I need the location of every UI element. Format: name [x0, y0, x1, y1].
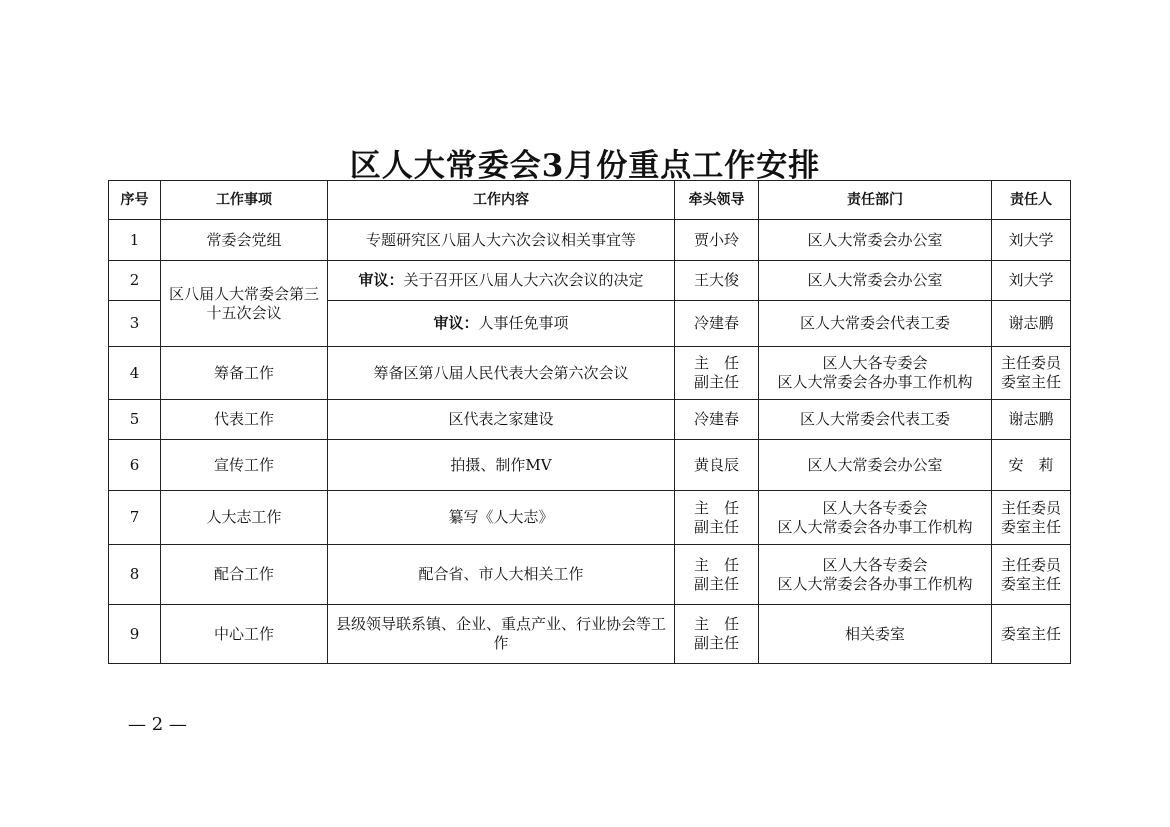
person-line: 委室主任 [1000, 517, 1061, 536]
lead-leader [675, 605, 759, 664]
work-item: 筹备工作 [161, 347, 328, 400]
work-item: 配合工作 [161, 545, 328, 605]
lead-leader: 冷建春 [675, 301, 759, 347]
leader-line: 主 任 [693, 498, 739, 517]
row-number: 5 [109, 400, 161, 440]
work-content: 拍摄、制作MV [328, 440, 675, 491]
responsible-department [759, 491, 992, 545]
responsible-department: 区人大常委会办公室 [759, 440, 992, 491]
page-number: — 2 — [128, 714, 187, 735]
work-content: 纂写《人大志》 [328, 491, 675, 545]
work-item: 宣传工作 [161, 440, 328, 491]
department-line: 区人大各专委会 [822, 498, 928, 517]
col-header-person: 责任人 [992, 181, 1071, 220]
leader-line: 副主任 [693, 634, 739, 652]
work-content: 配合省、市人大相关工作 [328, 545, 675, 605]
row-number: 1 [109, 220, 161, 261]
work-content [328, 301, 675, 347]
review-label: 审议： [433, 314, 479, 332]
work-content-text: 人事任免事项 [478, 314, 569, 332]
row-number: 9 [109, 605, 161, 664]
row-number: 2 [109, 261, 161, 301]
review-label: 审议： [358, 271, 404, 289]
person-line: 委室主任 [1000, 574, 1061, 593]
responsible-person: 谢志鹏 [992, 301, 1071, 347]
col-header-no: 序号 [109, 181, 161, 220]
work-content [328, 261, 675, 301]
responsible-department: 区人大常委会代表工委 [759, 301, 992, 347]
responsible-person: 委室主任 [992, 605, 1071, 664]
responsible-person [992, 347, 1071, 400]
department-line: 区人大各专委会 [822, 555, 928, 574]
department-line: 区人大常委会各办事工作机构 [777, 574, 973, 593]
responsible-person: 刘大学 [992, 220, 1071, 261]
col-header-content: 工作内容 [328, 181, 675, 220]
row-number: 3 [109, 301, 161, 347]
work-content: 县级领导联系镇、企业、重点产业、行业协会等工作 [328, 605, 675, 664]
col-header-leader: 牵头领导 [675, 181, 759, 220]
table-row [109, 347, 1071, 400]
person-line: 主任委员 [1000, 498, 1061, 517]
table-row [109, 605, 1071, 664]
leader-line: 副主任 [693, 517, 739, 536]
lead-leader [675, 545, 759, 605]
col-header-item: 工作事项 [161, 181, 328, 220]
responsible-person [992, 545, 1071, 605]
responsible-person [992, 491, 1071, 545]
responsible-person: 安 莉 [992, 440, 1071, 491]
person-line: 委室主任 [1000, 373, 1061, 391]
person-line: 主任委员 [1000, 354, 1061, 372]
lead-leader: 贾小玲 [675, 220, 759, 261]
lead-leader [675, 491, 759, 545]
leader-line: 主 任 [693, 555, 739, 574]
lead-leader: 黄良辰 [675, 440, 759, 491]
page-title: 区人大常委会3月份重点工作安排 [349, 148, 821, 184]
work-item: 区八届人大常委会第三十五次会议 [161, 261, 328, 347]
row-number: 4 [109, 347, 161, 400]
work-item: 常委会党组 [161, 220, 328, 261]
leader-line: 副主任 [693, 373, 739, 391]
responsible-department: 区人大常委会办公室 [759, 220, 992, 261]
table-row [109, 491, 1071, 545]
department-line: 区人大常委会各办事工作机构 [777, 373, 973, 391]
header-row [109, 181, 1071, 220]
work-schedule-table [108, 180, 1071, 664]
row-number: 8 [109, 545, 161, 605]
table-row [109, 440, 1071, 491]
col-header-department: 责任部门 [759, 181, 992, 220]
department-line: 区人大各专委会 [822, 354, 928, 372]
row-number: 6 [109, 440, 161, 491]
work-content-text: 关于召开区八届人大六次会议的决定 [403, 271, 644, 289]
work-item: 代表工作 [161, 400, 328, 440]
person-line: 主任委员 [1000, 555, 1061, 574]
table-row [109, 545, 1071, 605]
lead-leader [675, 347, 759, 400]
responsible-department: 相关委室 [759, 605, 992, 664]
lead-leader: 冷建春 [675, 400, 759, 440]
row-number: 7 [109, 491, 161, 545]
work-item: 人大志工作 [161, 491, 328, 545]
department-line: 区人大常委会各办事工作机构 [777, 517, 973, 536]
work-item: 中心工作 [161, 605, 328, 664]
table-row [109, 261, 1071, 301]
work-content: 筹备区第八届人民代表大会第六次会议 [328, 347, 675, 400]
responsible-department: 区人大常委会代表工委 [759, 400, 992, 440]
responsible-person: 刘大学 [992, 261, 1071, 301]
leader-line: 主 任 [693, 354, 739, 372]
lead-leader: 王大俊 [675, 261, 759, 301]
leader-line: 副主任 [693, 574, 739, 593]
table-row [109, 400, 1071, 440]
work-content: 专题研究区八届人大六次会议相关事宜等 [328, 220, 675, 261]
work-content: 区代表之家建设 [328, 400, 675, 440]
responsible-person: 谢志鹏 [992, 400, 1071, 440]
responsible-department [759, 347, 992, 400]
responsible-department: 区人大常委会办公室 [759, 261, 992, 301]
table-row [109, 220, 1071, 261]
responsible-department [759, 545, 992, 605]
leader-line: 主 任 [693, 615, 739, 633]
